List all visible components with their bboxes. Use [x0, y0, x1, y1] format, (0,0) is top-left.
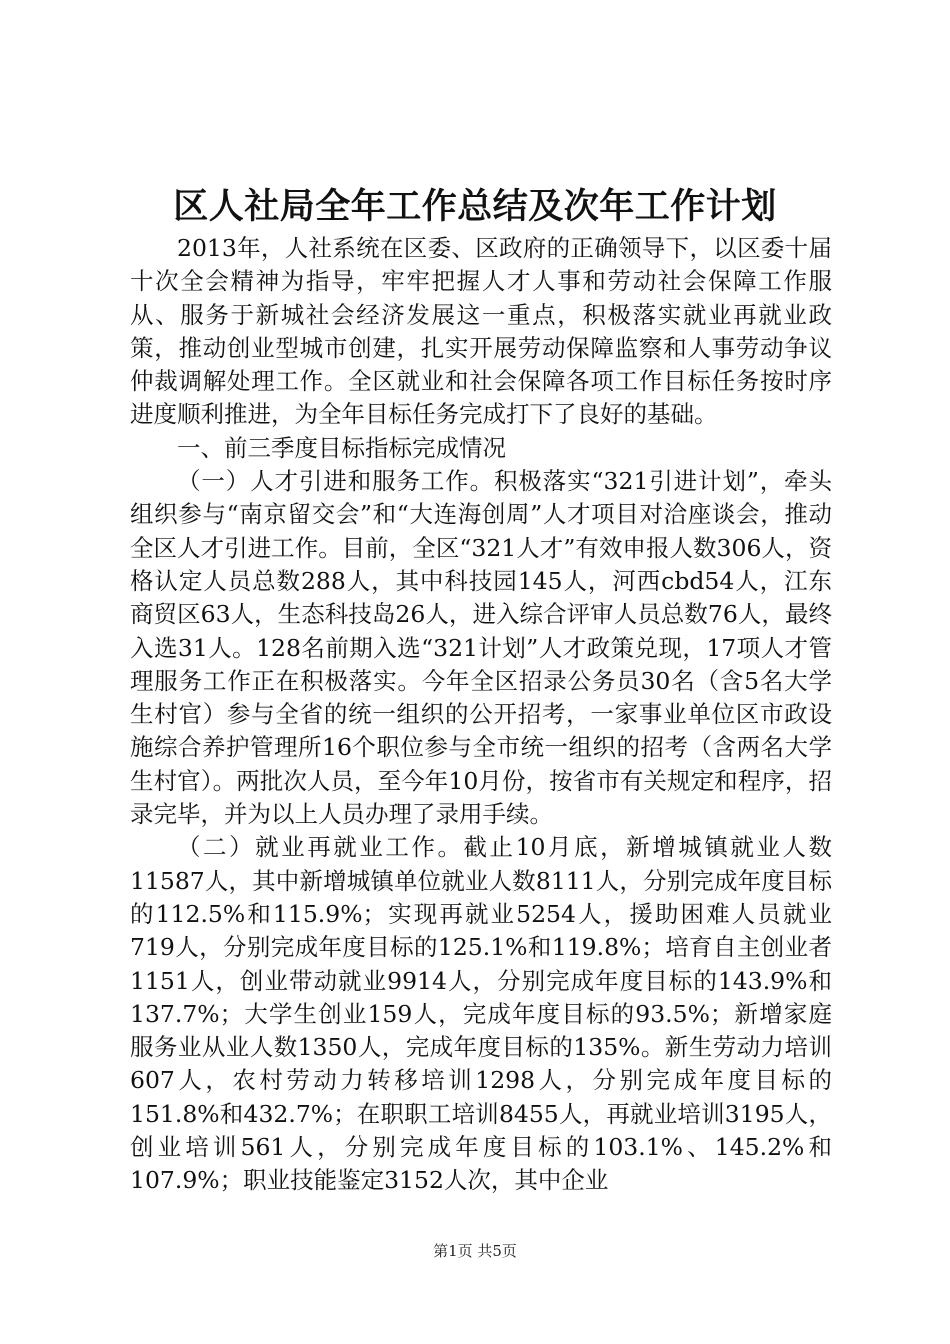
intro-paragraph: 2013年，人社系统在区委、区政府的正确领导下，以区委十届十次全会精神为指导，牢牢把握人才人事和劳动社会保障工作服从、服务于新城社会经济发展这一重点，积极落实就业再就业政策，推动创业型城市创建，扎实开展劳动保障监察和人事劳动争议仲裁调解处理工作。全区就业和社会保障各项工作目标任务按时序进度顺利推进，为全年目标任务完成打下了良好的基础。 [130, 234, 832, 429]
page-footer: 第1页 共5页 [433, 1242, 517, 1260]
section-heading: 一、前三季度目标指标完成情况 [177, 433, 506, 462]
talent-paragraph: （一）人才引进和服务工作。积极落实“321引进计划”，牵头组织参与“南京留交会”和“大连海创周”人才项目对洽座谈会，推动全区人才引进工作。目前，全区“321人才”有效申报人数306人，资格认定人员总数288人，其中科技园145人，河西cbd54人，江东商贸区63人，生态科技岛26人，进入综合评审人员总数76人，最终入选31人。128名前期入选“321计划”人才政策兑现，17项人才管理服务工作正在积极落实。今年全区招录公务员30名（含5名大学生村官）参与全省的统一组织的公开招考，一家事业单位区市政设施综合养护管理所16个职位参与全市统一组织的招考（含两名大学生村官）。两批次人员，至今年10月份，按省市有关规定和程序，招录完毕，并为以上人员办理了录用手续。 [130, 467, 832, 829]
employment-paragraph: （二）就业再就业工作。截止10月底，新增城镇就业人数11587人，其中新增城镇单位就业人数8111人，分别完成年度目标的112.5%和115.9%；实现再就业5254人，援助困难人员就业719人，分别完成年度目标的125.1%和119.8%；培育自主创业者1151人，创业带动就业9914人，分别完成年度目标的143.9%和137.7%；大学生创业159人，完成年度目标的93.5%；新增家庭服务业从业人数1350人，完成年度目标的135%。新生劳动力培训607人，农村劳动力转移培训1298人，分别完成年度目标的151.8%和432.7%；在职职工培训8455人，再就业培训3195人，创业培训561人，分别完成年度目标的103.1%、145.2%和107.9%；职业技能鉴定3152人次，其中企业 [130, 833, 832, 1195]
document-title: 区人社局全年工作总结及次年工作计划 [173, 186, 777, 227]
document-body [130, 232, 832, 1198]
